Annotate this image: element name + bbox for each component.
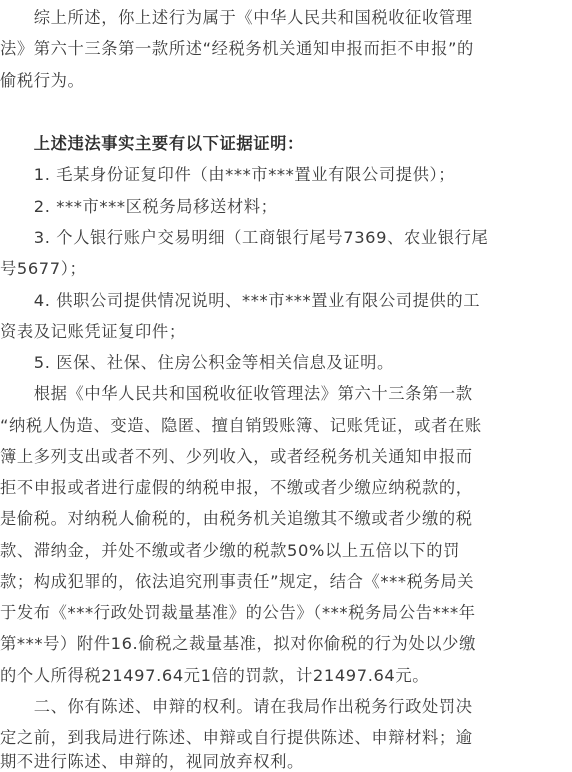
evidence-item-3-cont: 号5677）； — [0, 259, 87, 278]
rights-line-3: 期不进行陈述、申辩的，视同放弃权利。 — [0, 752, 304, 771]
text-line-2: 法》第六十三条第一款所述“经税务机关通知申报而拒不申报”的 — [0, 39, 474, 58]
evidence-item-4-cont: 资表及记账凭证复印件； — [0, 322, 186, 341]
rights-line-1: 二、你有陈述、申辩的权利。请在我局作出税务行政处罚决 — [0, 697, 473, 716]
rights-line-2: 定之前，到我局进行陈述、申辩或自行提供陈述、申辩材料；逾 — [0, 728, 473, 747]
legal-basis-line-6: 款、滞纳金，并处不缴或者少缴的税款50%以上五倍以下的罚 — [0, 541, 461, 560]
legal-basis-line-8: 于发布《***行政处罚裁量基准》的公告》（***税务局公告***年 — [0, 603, 476, 622]
legal-basis-line-1: 根据《中华人民共和国税收征收管理法》第六十三条第一款 — [0, 384, 473, 403]
evidence-item-3: 3. 个人银行账户交易明细（工商银行尾号7369、农业银行尾 — [0, 228, 489, 247]
legal-basis-line-2: “纳税人伪造、变造、隐匿、擅自销毁账簿、记账凭证，或者在账 — [0, 416, 482, 435]
text-line-3: 偷税行为。 — [0, 71, 85, 90]
legal-basis-line-7: 款；构成犯罪的，依法追究刑事责任”规定，结合《***税务局关 — [0, 572, 475, 591]
evidence-heading: 上述违法事实主要有以下证据证明： — [0, 134, 304, 153]
evidence-item-1: 1. 毛某身份证复印件（由***市***置业有限公司提供）； — [0, 165, 456, 184]
legal-basis-line-10: 的个人所得税21497.64元1倍的罚款，计21497.64元。 — [0, 666, 430, 685]
evidence-item-2: 2. ***市***区税务局移送材料； — [0, 197, 278, 216]
legal-basis-line-5: 是偷税。对纳税人偷税的，由税务机关追缴其不缴或者少缴的税 — [0, 509, 473, 528]
legal-basis-line-4: 拒不申报或者进行虚假的纳税申报，不缴或者少缴应纳税款的， — [0, 478, 473, 497]
text-line-1: 综上所述，你上述行为属于《中华人民共和国税收征收管理 — [0, 8, 473, 27]
legal-basis-line-9: 第***号）附件16.偷税之裁量基准，拟对你偷税的行为处以少缴 — [0, 634, 476, 653]
legal-basis-line-3: 簿上多列支出或者不列、少列收入，或者经税务机关通知申报而 — [0, 447, 473, 466]
evidence-item-5: 5. 医保、社保、住房公积金等相关信息及证明。 — [0, 353, 394, 372]
evidence-item-4: 4. 供职公司提供情况说明、***市***置业有限公司提供的工 — [0, 291, 481, 310]
